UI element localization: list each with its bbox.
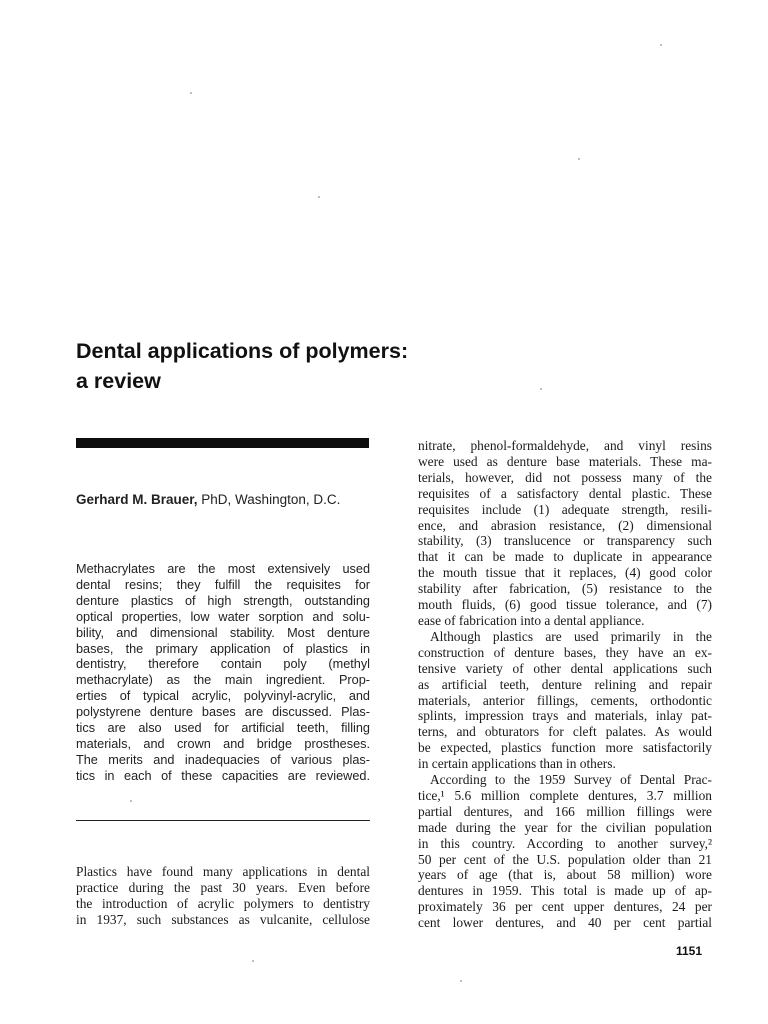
scan-speck: [540, 388, 542, 390]
author-name: Gerhard M. Brauer,: [76, 492, 198, 507]
abstract-line: dentistry, therefore contain poly (methyl: [76, 657, 370, 672]
scan-speck: [130, 800, 132, 802]
body-line: tensive variety of other dental applications such: [418, 660, 712, 676]
body-column-left: [76, 864, 370, 928]
body-line: were used as denture base materials. These ma-: [418, 453, 712, 469]
body-line: in this country. According to another survey,²: [418, 835, 712, 851]
body-line: the introduction of acrylic polymers to dentistry: [76, 895, 370, 911]
abstract-line: tics are also used for artificial teeth, filling: [76, 721, 370, 736]
body-line: stability after fabrication, (5) resistance to the: [418, 581, 712, 597]
body-line: mouth fluids, (6) good tissue tolerance, and (7): [418, 597, 712, 613]
abstract-line: denture plastics of high strength, outstanding: [76, 593, 370, 608]
body-line: ease of fabrication into a dental appliance.: [418, 612, 645, 628]
abstract-line: bases, the primary application of plastics in: [76, 641, 370, 656]
abstract-line: The merits and inadequacies of various plas-: [76, 752, 370, 767]
body-line: nitrate, phenol-formaldehyde, and vinyl resins: [418, 438, 712, 453]
scan-speck: [318, 196, 320, 198]
abstract-line: tics in each of these capacities are reviewed.: [76, 768, 370, 783]
title-line: Dental applications of polymers:: [76, 339, 409, 363]
body-line: cent lower dentures, and 40 per cent partial: [418, 915, 712, 931]
body-line: tice,¹ 5.6 million complete dentures, 3.7 million: [418, 787, 712, 803]
byline: [76, 492, 376, 507]
body-line: that it can be made to duplicate in appearance: [418, 549, 712, 565]
body-line: in 1937, such substances as vulcanite, cellulose: [76, 911, 370, 927]
body-line: 50 per cent of the U.S. population older than 21: [418, 851, 712, 867]
abstract-line: polystyrene denture bases are discussed. Plas-: [76, 705, 370, 720]
body-line: terns, and obturators for cleft palates. As would: [418, 724, 712, 740]
title-divider-bar: [76, 438, 369, 448]
scan-speck: [578, 158, 580, 160]
abstract-line: erties of typical acrylic, polyvinyl-acrylic, and: [76, 689, 370, 704]
scan-speck: [252, 960, 254, 962]
body-line: According to the 1959 Survey of Dental Prac-: [430, 772, 712, 788]
body-line: Plastics have found many applications in dental: [76, 864, 370, 879]
body-line: stability, (3) translucence or transparency such: [418, 533, 712, 549]
body-line: in certain applications than in others.: [418, 756, 616, 772]
scan-speck: [190, 92, 192, 94]
title-line: a review: [76, 369, 161, 393]
body-line: splints, impression trays and materials, inlay pat-: [418, 708, 712, 724]
body-line: requisites of a satisfactory dental plastic. These: [418, 485, 712, 501]
body-column-right: [418, 438, 712, 931]
body-line: Although plastics are used primarily in the: [430, 628, 712, 644]
abstract-divider: [76, 820, 370, 821]
abstract-line: optical properties, low water sorption and solu-: [76, 609, 370, 624]
abstract-line: dental resins; they fulfill the requisites for: [76, 577, 370, 592]
article-title: [76, 336, 436, 396]
body-line: practice during the past 30 years. Even before: [76, 879, 370, 895]
author-affiliation: PhD, Washington, D.C.: [197, 492, 341, 507]
body-line: requisites include (1) adequate strength, resili-: [418, 501, 712, 517]
abstract: [76, 562, 370, 785]
abstract-line: methacrylate) as the main ingredient. Prop-: [76, 673, 370, 688]
body-line: be expected, plastics function more satisfactorily: [418, 740, 712, 756]
abstract-line: Methacrylates are the most extensively used: [76, 562, 370, 576]
body-line: made during the year for the civilian population: [418, 819, 712, 835]
abstract-line: bility, and dimensional stability. Most denture: [76, 625, 370, 640]
scan-speck: [660, 44, 662, 46]
body-line: the mouth tissue that it replaces, (4) good color: [418, 565, 712, 581]
body-line: partial dentures, and 166 million fillings were: [418, 803, 712, 819]
body-line: ence, and abrasion resistance, (2) dimensional: [418, 517, 712, 533]
abstract-line: materials, and crown and bridge prostheses.: [76, 736, 370, 751]
body-line: years of age (that is, about 58 million) wore: [418, 867, 712, 883]
body-line: as artificial teeth, denture relining and repair: [418, 676, 712, 692]
body-line: dentures in 1959. This total is made up of ap-: [418, 883, 712, 899]
body-line: proximately 36 per cent upper dentures, 24 per: [418, 899, 712, 915]
body-line: terials, however, did not possess many of the: [418, 469, 712, 485]
page-number: 1151: [676, 944, 703, 958]
body-line: materials, anterior fillings, cements, orthodontic: [418, 692, 712, 708]
body-line: construction of denture bases, they have an ex-: [418, 644, 712, 660]
scan-speck: [460, 980, 462, 982]
